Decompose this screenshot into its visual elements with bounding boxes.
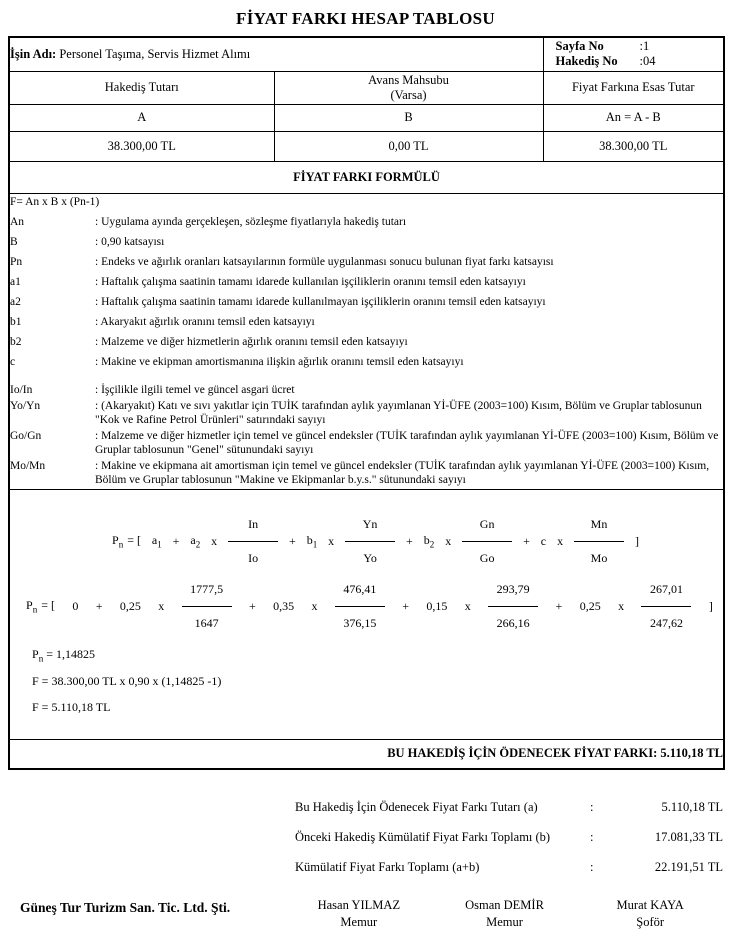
plus-sign: + (555, 598, 563, 613)
multiply-sign: x (445, 533, 452, 548)
summary-label: Kümülatif Fiyat Farkı Toplamı (a+b) (295, 860, 480, 875)
job-name-cell (9, 37, 543, 71)
f-definition: F= An x B x (Pn-1) (10, 195, 100, 208)
amount-b: 0,00 TL (274, 131, 543, 161)
total-row (9, 739, 724, 769)
fraction-bar (488, 606, 538, 607)
pn-lhs: $P_n$ = [ (112, 532, 141, 550)
page-no-value: :1 (639, 38, 650, 53)
summary-label: Bu Hakediş İçin Ödenecek Fiyat Farkı Tutarı (a) (295, 800, 538, 815)
fraction-gn-go: $\frac{Gn}{Go}$ (462, 517, 512, 566)
pn-formula-symbolic (10, 503, 723, 566)
fraction-mn-mo: $\frac{Mn}{Mo}$ (574, 517, 624, 566)
fraction-bar (182, 606, 232, 607)
person-title: Memur (340, 915, 378, 930)
page-number-line (544, 39, 724, 55)
hakedis-no-value: :04 (639, 54, 656, 69)
symbols-row (9, 104, 724, 131)
right-bracket: ] (708, 598, 713, 613)
plus-sign: + (523, 533, 530, 548)
definition-row: An : Uygulama ayında gerçekleşen, sözleşme fiyatlarıyla hakediş tutarı (10, 215, 407, 228)
f-calculation: F = 38.300,00 TL x 0,90 x (1,14825 -1) (32, 673, 222, 688)
multiply-sign: x (158, 598, 165, 613)
amount-an: 38.300,00 TL (543, 131, 724, 161)
plus-sign: + (289, 533, 296, 548)
fiyat-farki-esas-header: Fiyat Farkına Esas Tutar (543, 71, 724, 104)
fraction-machine-index: $\frac{267,01}{247,62}$ (641, 582, 691, 631)
fraction-bar (335, 606, 385, 607)
fraction-bar (228, 541, 278, 542)
index-definitions-group (10, 383, 723, 487)
summary-value: 17.081,33 TL (654, 830, 723, 845)
fraction-yn-yo: $\frac{Yn}{Yo}$ (345, 517, 395, 566)
total-price-difference: BU HAKEDİŞ İÇİN ÖDENECEK FİYAT FARKI: 5.110,18 TL (9, 739, 724, 769)
definition-row: Pn : Endeks ve ağırlık oranları katsayılarının formüle uygulanması sonucu bulunan fiyat farkı katsayısı (10, 255, 554, 268)
job-name-label: İşin Adı: (10, 46, 57, 61)
page-no-label: Sayfa No (555, 38, 604, 53)
multiply-sign: x (618, 598, 625, 613)
pn-lhs: $P_n$ = [ (26, 597, 55, 615)
progress-payment-number-line (544, 54, 724, 70)
definitions-cell (9, 193, 724, 489)
multiply-sign: x (311, 598, 318, 613)
hakedis-tutari-header: Hakediş Tutarı (9, 71, 274, 104)
plus-sign: + (172, 533, 180, 548)
summary-row-a (295, 800, 723, 815)
coefficient-value: 0,25 (579, 598, 601, 613)
fraction-bar (641, 606, 691, 607)
symbol-an: An = A - B (543, 104, 724, 131)
multiply-sign: x (557, 533, 564, 548)
colon: : (590, 830, 594, 845)
multiply-sign: x (211, 533, 218, 548)
person-title: Şoför (636, 915, 665, 930)
definitions-row (9, 193, 724, 489)
person-title: Memur (486, 915, 523, 930)
page-title: FİYAT FARKI HESAP TABLOSU (236, 9, 495, 28)
price-difference-table (8, 36, 725, 770)
summary-value: 22.191,51 TL (654, 860, 723, 875)
avans-mahsubu-header (274, 71, 543, 104)
fraction-bar (574, 541, 624, 542)
definition-row: c : Makine ve ekipman amortismanına ilişkin ağırlık oranını temsil eden katsayıyı (10, 355, 464, 368)
amounts-row (9, 131, 724, 161)
signature-person-3 (577, 897, 723, 931)
symbol-b: B (274, 104, 543, 131)
definition-row: a2 : Haftalık çalışma saatinin tamamı idarede kullanılmayan işçiliklerin oranını temsil eden katsayıyı (10, 295, 546, 308)
signature-person-1 (286, 897, 432, 931)
pn-result: $P_n = 1,14825$ (32, 646, 95, 663)
f-result: F = 5.110,18 TL (32, 699, 111, 714)
plus-sign: + (95, 598, 103, 613)
page-number-cell (543, 37, 724, 71)
definition-row: Yo/Yn : (Akaryakıt) Katı ve sıvı yakıtlar için TUİK tarafından aylık yayımlanan Yİ-ÜFE (2003=100) Kısım, Bölüm ve Gruplar tablosunun "Kok ve Rafine Petrol Ürünleri" satırındaki sayıyı (10, 399, 702, 426)
definition-row: B : 0,90 katsayısı (10, 235, 165, 248)
signature-person-2 (432, 897, 578, 931)
coefficient-value: 0 (72, 598, 79, 613)
fraction-bar (345, 541, 395, 542)
colon: : (590, 800, 594, 815)
formula-section-title-row (9, 161, 724, 193)
definition-row: Io/In : İşçilikle ilgili temel ve güncel asgari ücret (10, 383, 295, 396)
definition-row: a1 : Haftalık çalışma saatinin tamamı idarede kullanılan işçiliklerin oranını temsil eden katsayıyı (10, 275, 526, 288)
person-name: Murat KAYA (616, 898, 684, 913)
colon: : (590, 860, 594, 875)
coefficient-b2: $b_2$ (423, 532, 435, 550)
multiply-sign: x (328, 533, 335, 548)
summary-block (295, 800, 723, 875)
definition-row: b1 : Akaryakıt ağırlık oranını temsil eden katsayıyı (10, 315, 315, 328)
summary-row-ab (295, 860, 723, 875)
plus-sign: + (248, 598, 256, 613)
person-name: Hasan YILMAZ (317, 898, 401, 913)
fraction-fuel-index: $\frac{476,41}{376,15}$ (335, 582, 385, 631)
avans-header-line1: Avans Mahsubu (368, 73, 449, 88)
avans-header-line2: (Varsa) (390, 87, 427, 102)
job-name-row (9, 37, 724, 71)
coefficient-b1: $b_1$ (306, 532, 318, 550)
coefficient-a2: $a_2$ (190, 532, 201, 550)
contractor-company-name: Güneş Tur Turizm San. Tic. Ltd. Şti. (20, 900, 231, 916)
symbol-a: A (9, 104, 274, 131)
formula-section-title: FİYAT FARKI FORMÜLÜ (9, 161, 724, 193)
plus-sign: + (402, 598, 410, 613)
coefficient-value: 0,35 (273, 598, 295, 613)
summary-label: Önceki Hakediş Kümülatif Fiyat Farkı Toplamı (b) (295, 830, 551, 845)
signatures-block (8, 897, 723, 931)
fraction-labor-index: $\frac{1777,5}{1647}$ (182, 582, 232, 631)
formula-calculation-row (9, 489, 724, 739)
fraction-bar (462, 541, 512, 542)
coefficient-value: 0,25 (119, 598, 141, 613)
coefficient-value: 0,15 (426, 598, 448, 613)
person-name: Osman DEMİR (465, 898, 544, 913)
amount-a: 38.300,00 TL (9, 131, 274, 161)
job-name-value: Personel Taşıma, Servis Hizmet Alımı (59, 46, 251, 61)
plus-sign: + (406, 533, 413, 548)
definition-row: b2 : Malzeme ve diğer hizmetlerin ağırlık oranını temsil eden katsayıyı (10, 335, 408, 348)
multiply-sign: x (464, 598, 471, 613)
fraction-in-io: $\frac{In}{Io}$ (228, 517, 278, 566)
coefficient-a1: $a_1$ (151, 532, 162, 550)
right-bracket: ] (634, 533, 639, 548)
formula-results (32, 647, 723, 715)
fraction-general-index: $\frac{293,79}{266,16}$ (488, 582, 538, 631)
definition-row: Mo/Mn : Makine ve ekipmana ait amortisman için temel ve güncel endeksler (TUİK tarafından aylık yayımlanan Yİ-ÜFE (2003=100) Kısım, Bölüm ve Gruplar tablosunun "Makine ve Ekipmanlar b.y.s." sütunundaki sayıyı (10, 459, 710, 486)
column-headers-row (9, 71, 724, 104)
formula-calculation-cell (9, 489, 724, 739)
summary-row-b (295, 830, 723, 845)
summary-value: 5.110,18 TL (661, 800, 723, 815)
coefficient-c: c (540, 533, 547, 548)
pn-formula-numeric (10, 566, 723, 631)
definition-row: Go/Gn : Malzeme ve diğer hizmetler için temel ve güncel endeksler (TUİK tarafından aylık yayımlanan Yİ-ÜFE (2003=100) Kısım, Bölüm ve Gruplar tablosunun "Genel" sütunundaki sayıyı (10, 429, 719, 456)
hakedis-no-label: Hakediş No (555, 54, 618, 69)
